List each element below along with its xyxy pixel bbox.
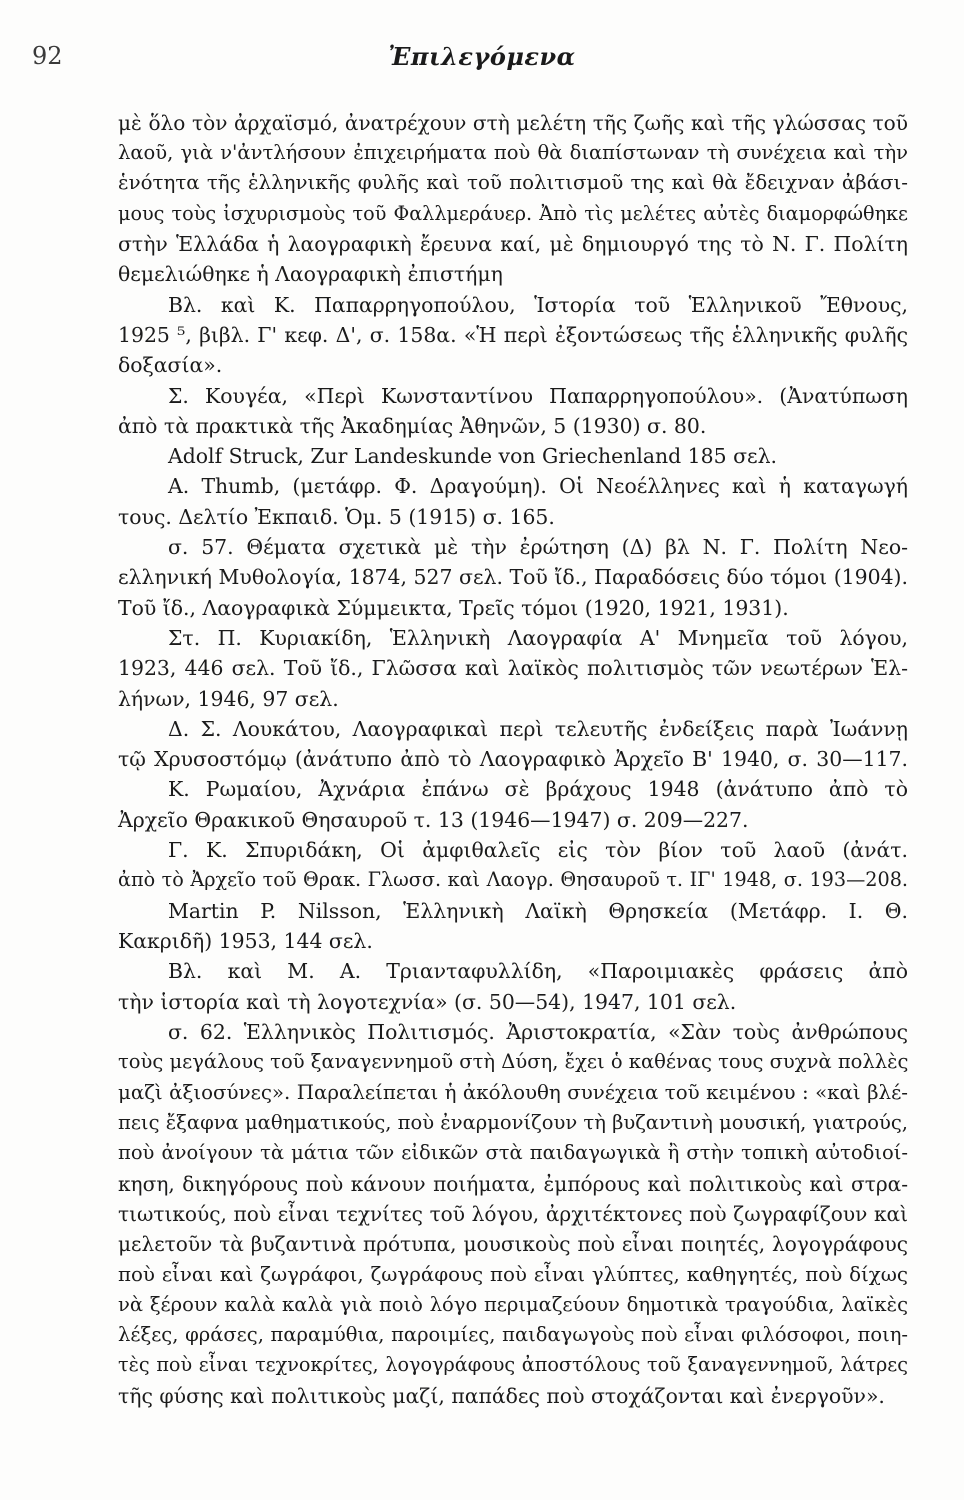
- note-line: σ. 62. Ἑλληνικὸς Πολιτισμός. Ἀριστοκρατία, «Σὰν τοὺς ἀνθρώπους: [168, 1020, 908, 1044]
- note-line: τοὺς μεγάλους τοῦ ξαναγεννημοῦ στὴ Δύση, ἔχει ὁ καθένας τους συχνὰ πολλὲς: [118, 1050, 909, 1073]
- page-number: 92: [32, 42, 63, 70]
- reference-line: 1923, 446 σελ. Τοῦ ἴδ., Γλῶσσα καὶ λαϊκὸς πολιτισμὸς τῶν νεωτέρων Ἑλ-: [118, 656, 908, 680]
- reference-line: Κ. Ρωμαίου, Ἀχνάρια ἐπάνω σὲ βράχους 1948 (ἀνάτυπο ἀπὸ τὸ: [168, 777, 908, 801]
- text-line: στὴν Ἑλλάδα ἡ λαογραφικὴ ἔρευνα καί, μὲ δημιουργό της τὸ Ν. Γ. Πολίτη: [118, 232, 908, 256]
- note-line: μελετοῦν τὰ βυζαντινὰ πρότυπα, μουσικοὺς ποὺ εἶναι ποιητές, λογογράφους: [118, 1232, 908, 1256]
- reference-line: Ἀρχεῖο Θρακικοῦ Θησαυροῦ τ. 13 (1946—1947) σ. 209—227.: [118, 808, 749, 832]
- reference-line: Γ. Κ. Σπυριδάκη, Οἱ ἀμφιθαλεῖς εἰς τὸν βίον τοῦ λαοῦ (ἀνάτ.: [168, 838, 908, 862]
- reference-line: Στ. Π. Κυριακίδη, Ἑλληνικὴ Λαογραφία Α' Μνημεῖα τοῦ λόγου,: [168, 626, 908, 650]
- reference-line: λήνων, 1946, 97 σελ.: [118, 687, 339, 711]
- text-line: λαοῦ, γιὰ ν'ἀντλήσουν ἐπιχειρήματα ποὺ θὰ διαπίστωναν τὴ συνέχεια καὶ τὴν: [118, 141, 908, 164]
- reference-line: ελληνική Μυθολογία, 1874, 527 σελ. Τοῦ ἴδ., Παραδόσεις δύο τόμοι (1904).: [118, 565, 908, 589]
- reference-line: Δ. Σ. Λουκάτου, Λαογραφικαὶ περὶ τελευτῆς ἐνδείξεις παρὰ Ἰωάννῃ: [168, 717, 908, 741]
- reference-line: 1925 ⁵, βιβλ. Γ' κεφ. Δ', σ. 158α. «Ἡ περὶ ἐξοντώσεως τῆς ἑλληνικῆς φυλῆς: [118, 323, 908, 347]
- note-line: ποὺ εἶναι καὶ ζωγράφοι, ζωγράφους ποὺ εἶναι γλύπτες, καθηγητές, ποὺ δίχως: [118, 1263, 908, 1286]
- note-line: κηση, δικηγόρους ποὺ κάνουν ποιήματα, ἐμπόρους καὶ πολιτικοὺς καὶ στρα-: [118, 1172, 908, 1196]
- reference-line: σ. 57. Θέματα σχετικὰ μὲ τὴν ἐρώτηση (Δ) βλ Ν. Γ. Πολίτη Νεο-: [168, 535, 908, 559]
- reference-line: τῷ Χρυσοστόμῳ (ἀνάτυπο ἀπὸ τὸ Λαογραφικὸ Ἀρχεῖο Β' 1940, σ. 30—117.: [118, 747, 908, 771]
- text-line: θεμελιώθηκε ἡ Λαογραφικὴ ἐπιστήμη: [118, 262, 503, 286]
- reference-line: δοξασία».: [118, 353, 223, 377]
- note-line: τῆς φύσης καὶ πολιτικοὺς μαζί, παπάδες ποὺ στοχάζονται καὶ ἐνεργοῦν».: [118, 1384, 885, 1408]
- reference-line: ἀπὸ τὸ Ἀρχεῖο τοῦ Θρακ. Γλωσσ. καὶ Λαογρ. Θησαυροῦ τ. ΙΓ' 1948, σ. 193—208.: [118, 868, 908, 891]
- note-line: τὲς ποὺ εἶναι τεχνοκρίτες, λογογράφους ἀποστόλους τοῦ ξαναγεννημοῦ, λάτρες: [118, 1353, 908, 1376]
- text-line: μὲ ὅλο τὸν ἀρχαϊσμό, ἀνατρέχουν στὴ μελέτη τῆς ζωῆς καὶ τῆς γλώσσας τοῦ: [118, 111, 908, 135]
- note-line: τιωτικούς, ποὺ εἶναι τεχνίτες τοῦ λόγου, ἀρχιτέκτονες ποὺ ζωγραφίζουν καὶ: [118, 1202, 908, 1226]
- note-line: νὰ ξέρουν καλὰ καλὰ γιὰ ποιὸ λόγο περιμαζεύουν δημοτικὰ τραγούδια, λαϊκὲς: [118, 1293, 908, 1316]
- note-line: ποὺ ἀνοίγουν τὰ μάτια τῶν εἰδικῶν στὰ παιδαγωγικὰ ἢ στὴν τοπικὴ αὐτοδιοί-: [118, 1141, 908, 1164]
- reference-line: Martin P. Nilsson, Ἑλληνικὴ Λαϊκὴ Θρησκεία (Μετάφρ. Ι. Θ.: [168, 899, 908, 923]
- reference-line: Τοῦ ἴδ., Λαογραφικὰ Σύμμεικτα, Τρεῖς τόμοι (1920, 1921, 1931).: [118, 596, 789, 620]
- note-line: πεις ἔξαφνα μαθηματικούς, ποὺ ἐναρμονίζουν τὴ βυζαντινὴ μουσική, γιατρούς,: [118, 1111, 908, 1134]
- reference-line: τους. Δελτίο Ἐκπαιδ. Ὁμ. 5 (1915) σ. 165.: [118, 505, 555, 529]
- running-title: Ἐπιλεγόμενα: [388, 42, 576, 71]
- reference-line: A. Thumb, (μετάφρ. Φ. Δραγούμη). Οἱ Νεοέλληνες καὶ ἡ καταγωγή: [168, 474, 908, 498]
- text-line: μους τοὺς ἰσχυρισμοὺς τοῦ Φαλλμεράυερ. Ἀπὸ τὶς μελέτες αὐτὲς διαμορφώθηκε: [118, 202, 908, 225]
- reference-line: Βλ. καὶ Μ. Α. Τριανταφυλλίδη, «Παροιμιακὲς φράσεις ἀπὸ: [168, 959, 908, 983]
- reference-line: Βλ. καὶ Κ. Παπαρρηγοπούλου, Ἱστορία τοῦ Ἑλληνικοῦ Ἔθνους,: [168, 293, 908, 317]
- note-line: λέξες, φράσες, παραμύθια, παροιμίες, παιδαγωγοὺς ποὺ εἶναι φιλόσοφοι, ποιη-: [118, 1323, 908, 1346]
- reference-line: ἀπὸ τὰ πρακτικὰ τῆς Ἀκαδημίας Ἀθηνῶν, 5 (1930) σ. 80.: [118, 414, 707, 438]
- reference-line: Adolf Struck, Zur Landeskunde von Griechenland 185 σελ.: [168, 444, 777, 468]
- reference-line: Κακριδῆ) 1953, 144 σελ.: [118, 929, 373, 953]
- reference-line: Σ. Κουγέα, «Περὶ Κωνσταντίνου Παπαρρηγοπούλου». (Ἀνατύπωση: [168, 384, 908, 408]
- note-line: μαζὶ ἀξιοσύνες». Παραλείπεται ἡ ἀκόλουθη συνέχεια τοῦ κειμένου : «καὶ βλέ-: [118, 1081, 908, 1104]
- reference-line: τὴν ἱστορία καὶ τὴ λογοτεχνία» (σ. 50—54), 1947, 101 σελ.: [118, 990, 737, 1014]
- text-line: ἑνότητα τῆς ἑλληνικῆς φυλῆς καὶ τοῦ πολιτισμοῦ της καὶ θὰ ἔδειχναν ἀβάσι-: [118, 171, 908, 194]
